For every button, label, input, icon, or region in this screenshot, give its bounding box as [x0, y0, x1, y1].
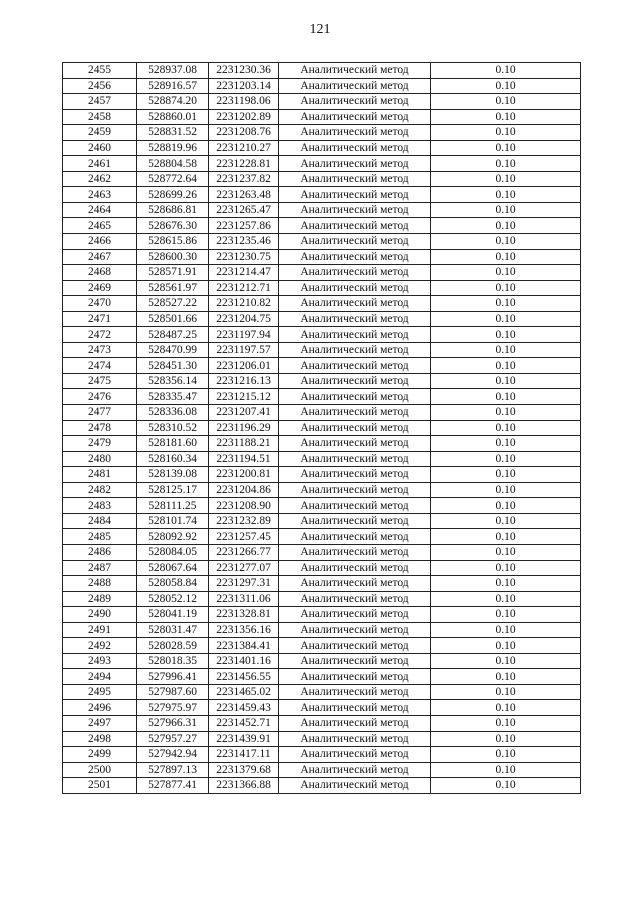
point-number-cell: 2489 — [63, 591, 137, 607]
y-coordinate-cell: 2231297.31 — [209, 576, 279, 592]
x-coordinate-cell: 528028.59 — [137, 638, 209, 654]
table-row — [63, 342, 581, 358]
x-coordinate-cell: 528052.12 — [137, 591, 209, 607]
point-number-cell: 2492 — [63, 638, 137, 654]
x-coordinate-cell: 527996.41 — [137, 669, 209, 685]
point-number-cell: 2498 — [63, 731, 137, 747]
y-coordinate-cell: 2231196.29 — [209, 420, 279, 436]
error-cell: 0.10 — [431, 420, 581, 436]
coordinates-table-body — [63, 63, 581, 794]
error-cell: 0.10 — [431, 451, 581, 467]
y-coordinate-cell: 2231204.75 — [209, 311, 279, 327]
table-row — [63, 327, 581, 343]
table-row — [63, 218, 581, 234]
point-number-cell: 2499 — [63, 747, 137, 763]
error-cell: 0.10 — [431, 187, 581, 203]
method-cell: Аналитический метод — [279, 700, 431, 716]
error-cell: 0.10 — [431, 342, 581, 358]
point-number-cell: 2477 — [63, 405, 137, 421]
y-coordinate-cell: 2231216.13 — [209, 373, 279, 389]
x-coordinate-cell: 528031.47 — [137, 622, 209, 638]
table-row — [63, 467, 581, 483]
y-coordinate-cell: 2231456.55 — [209, 669, 279, 685]
y-coordinate-cell: 2231277.07 — [209, 560, 279, 576]
method-cell: Аналитический метод — [279, 482, 431, 498]
y-coordinate-cell: 2231210.27 — [209, 140, 279, 156]
error-cell: 0.10 — [431, 436, 581, 452]
x-coordinate-cell: 528084.05 — [137, 544, 209, 560]
error-cell: 0.10 — [431, 778, 581, 794]
table-row — [63, 607, 581, 623]
error-cell: 0.10 — [431, 327, 581, 343]
y-coordinate-cell: 2231188.21 — [209, 436, 279, 452]
method-cell: Аналитический метод — [279, 140, 431, 156]
x-coordinate-cell: 528067.64 — [137, 560, 209, 576]
point-number-cell: 2462 — [63, 171, 137, 187]
table-row — [63, 560, 581, 576]
x-coordinate-cell: 528125.17 — [137, 482, 209, 498]
point-number-cell: 2483 — [63, 498, 137, 514]
y-coordinate-cell: 2231379.68 — [209, 762, 279, 778]
table-row — [63, 778, 581, 794]
point-number-cell: 2496 — [63, 700, 137, 716]
table-row — [63, 684, 581, 700]
error-cell: 0.10 — [431, 249, 581, 265]
point-number-cell: 2497 — [63, 715, 137, 731]
x-coordinate-cell: 528101.74 — [137, 513, 209, 529]
point-number-cell: 2487 — [63, 560, 137, 576]
table-row — [63, 653, 581, 669]
error-cell: 0.10 — [431, 762, 581, 778]
x-coordinate-cell: 528501.66 — [137, 311, 209, 327]
x-coordinate-cell: 528058.84 — [137, 576, 209, 592]
point-number-cell: 2472 — [63, 327, 137, 343]
y-coordinate-cell: 2231206.01 — [209, 358, 279, 374]
error-cell: 0.10 — [431, 591, 581, 607]
table-row — [63, 529, 581, 545]
y-coordinate-cell: 2231356.16 — [209, 622, 279, 638]
table-row — [63, 622, 581, 638]
x-coordinate-cell: 527877.41 — [137, 778, 209, 794]
table-row — [63, 140, 581, 156]
error-cell: 0.10 — [431, 156, 581, 172]
x-coordinate-cell: 528111.25 — [137, 498, 209, 514]
error-cell: 0.10 — [431, 622, 581, 638]
error-cell: 0.10 — [431, 560, 581, 576]
table-row — [63, 544, 581, 560]
method-cell: Аналитический метод — [279, 715, 431, 731]
table-row — [63, 591, 581, 607]
x-coordinate-cell: 528041.19 — [137, 607, 209, 623]
method-cell: Аналитический метод — [279, 327, 431, 343]
error-cell: 0.10 — [431, 265, 581, 281]
table-row — [63, 715, 581, 731]
table-row — [63, 280, 581, 296]
y-coordinate-cell: 2231202.89 — [209, 109, 279, 125]
table-row — [63, 669, 581, 685]
y-coordinate-cell: 2231237.82 — [209, 171, 279, 187]
table-row — [63, 731, 581, 747]
table-row — [63, 109, 581, 125]
x-coordinate-cell: 527975.97 — [137, 700, 209, 716]
point-number-cell: 2500 — [63, 762, 137, 778]
table-row — [63, 513, 581, 529]
table-row — [63, 125, 581, 141]
x-coordinate-cell: 528916.57 — [137, 78, 209, 94]
table-row — [63, 762, 581, 778]
x-coordinate-cell: 528470.99 — [137, 342, 209, 358]
y-coordinate-cell: 2231439.91 — [209, 731, 279, 747]
point-number-cell: 2464 — [63, 202, 137, 218]
method-cell: Аналитический метод — [279, 249, 431, 265]
point-number-cell: 2460 — [63, 140, 137, 156]
x-coordinate-cell: 528600.30 — [137, 249, 209, 265]
error-cell: 0.10 — [431, 218, 581, 234]
coordinates-table — [62, 62, 581, 794]
method-cell: Аналитический метод — [279, 311, 431, 327]
error-cell: 0.10 — [431, 78, 581, 94]
point-number-cell: 2488 — [63, 576, 137, 592]
y-coordinate-cell: 2231230.75 — [209, 249, 279, 265]
x-coordinate-cell: 528335.47 — [137, 389, 209, 405]
x-coordinate-cell: 528356.14 — [137, 373, 209, 389]
y-coordinate-cell: 2231210.82 — [209, 296, 279, 312]
error-cell: 0.10 — [431, 296, 581, 312]
method-cell: Аналитический метод — [279, 498, 431, 514]
point-number-cell: 2484 — [63, 513, 137, 529]
x-coordinate-cell: 528804.58 — [137, 156, 209, 172]
error-cell: 0.10 — [431, 358, 581, 374]
method-cell: Аналитический метод — [279, 467, 431, 483]
method-cell: Аналитический метод — [279, 280, 431, 296]
point-number-cell: 2474 — [63, 358, 137, 374]
x-coordinate-cell: 528561.97 — [137, 280, 209, 296]
method-cell: Аналитический метод — [279, 560, 431, 576]
method-cell: Аналитический метод — [279, 358, 431, 374]
error-cell: 0.10 — [431, 731, 581, 747]
table-row — [63, 747, 581, 763]
y-coordinate-cell: 2231203.14 — [209, 78, 279, 94]
method-cell: Аналитический метод — [279, 684, 431, 700]
y-coordinate-cell: 2231257.86 — [209, 218, 279, 234]
method-cell: Аналитический метод — [279, 156, 431, 172]
table-row — [63, 156, 581, 172]
error-cell: 0.10 — [431, 125, 581, 141]
point-number-cell: 2473 — [63, 342, 137, 358]
error-cell: 0.10 — [431, 63, 581, 79]
point-number-cell: 2470 — [63, 296, 137, 312]
method-cell: Аналитический метод — [279, 451, 431, 467]
y-coordinate-cell: 2231465.02 — [209, 684, 279, 700]
table-row — [63, 249, 581, 265]
point-number-cell: 2485 — [63, 529, 137, 545]
x-coordinate-cell: 528092.92 — [137, 529, 209, 545]
y-coordinate-cell: 2231266.77 — [209, 544, 279, 560]
point-number-cell: 2461 — [63, 156, 137, 172]
y-coordinate-cell: 2231384.41 — [209, 638, 279, 654]
point-number-cell: 2471 — [63, 311, 137, 327]
method-cell: Аналитический метод — [279, 389, 431, 405]
method-cell: Аналитический метод — [279, 373, 431, 389]
table-row — [63, 187, 581, 203]
table-row — [63, 265, 581, 281]
point-number-cell: 2467 — [63, 249, 137, 265]
y-coordinate-cell: 2231235.46 — [209, 234, 279, 250]
error-cell: 0.10 — [431, 653, 581, 669]
method-cell: Аналитический метод — [279, 638, 431, 654]
table-row — [63, 63, 581, 79]
x-coordinate-cell: 528831.52 — [137, 125, 209, 141]
error-cell: 0.10 — [431, 544, 581, 560]
y-coordinate-cell: 2231197.57 — [209, 342, 279, 358]
y-coordinate-cell: 2231214.47 — [209, 265, 279, 281]
table-row — [63, 389, 581, 405]
point-number-cell: 2455 — [63, 63, 137, 79]
error-cell: 0.10 — [431, 482, 581, 498]
x-coordinate-cell: 527966.31 — [137, 715, 209, 731]
error-cell: 0.10 — [431, 202, 581, 218]
point-number-cell: 2481 — [63, 467, 137, 483]
error-cell: 0.10 — [431, 638, 581, 654]
x-coordinate-cell: 528310.52 — [137, 420, 209, 436]
point-number-cell: 2478 — [63, 420, 137, 436]
x-coordinate-cell: 528139.08 — [137, 467, 209, 483]
x-coordinate-cell: 528018.35 — [137, 653, 209, 669]
table-row — [63, 94, 581, 110]
error-cell: 0.10 — [431, 607, 581, 623]
point-number-cell: 2486 — [63, 544, 137, 560]
y-coordinate-cell: 2231459.43 — [209, 700, 279, 716]
method-cell: Аналитический метод — [279, 622, 431, 638]
method-cell: Аналитический метод — [279, 234, 431, 250]
point-number-cell: 2468 — [63, 265, 137, 281]
method-cell: Аналитический метод — [279, 747, 431, 763]
table-row — [63, 482, 581, 498]
y-coordinate-cell: 2231207.41 — [209, 405, 279, 421]
table-row — [63, 358, 581, 374]
y-coordinate-cell: 2231311.06 — [209, 591, 279, 607]
method-cell: Аналитический метод — [279, 436, 431, 452]
point-number-cell: 2465 — [63, 218, 137, 234]
error-cell: 0.10 — [431, 140, 581, 156]
error-cell: 0.10 — [431, 715, 581, 731]
method-cell: Аналитический метод — [279, 607, 431, 623]
table-row — [63, 78, 581, 94]
y-coordinate-cell: 2231328.81 — [209, 607, 279, 623]
x-coordinate-cell: 527957.27 — [137, 731, 209, 747]
point-number-cell: 2457 — [63, 94, 137, 110]
table-row — [63, 311, 581, 327]
method-cell: Аналитический метод — [279, 171, 431, 187]
x-coordinate-cell: 527942.94 — [137, 747, 209, 763]
x-coordinate-cell: 528527.22 — [137, 296, 209, 312]
method-cell: Аналитический метод — [279, 529, 431, 545]
method-cell: Аналитический метод — [279, 778, 431, 794]
table-row — [63, 202, 581, 218]
point-number-cell: 2482 — [63, 482, 137, 498]
method-cell: Аналитический метод — [279, 405, 431, 421]
error-cell: 0.10 — [431, 405, 581, 421]
y-coordinate-cell: 2231198.06 — [209, 94, 279, 110]
error-cell: 0.10 — [431, 576, 581, 592]
y-coordinate-cell: 2231204.86 — [209, 482, 279, 498]
table-row — [63, 405, 581, 421]
point-number-cell: 2475 — [63, 373, 137, 389]
error-cell: 0.10 — [431, 389, 581, 405]
error-cell: 0.10 — [431, 669, 581, 685]
x-coordinate-cell: 528336.08 — [137, 405, 209, 421]
x-coordinate-cell: 528860.01 — [137, 109, 209, 125]
y-coordinate-cell: 2231200.81 — [209, 467, 279, 483]
method-cell: Аналитический метод — [279, 296, 431, 312]
point-number-cell: 2463 — [63, 187, 137, 203]
x-coordinate-cell: 527897.13 — [137, 762, 209, 778]
error-cell: 0.10 — [431, 311, 581, 327]
method-cell: Аналитический метод — [279, 420, 431, 436]
table-row — [63, 700, 581, 716]
y-coordinate-cell: 2231232.89 — [209, 513, 279, 529]
y-coordinate-cell: 2231265.47 — [209, 202, 279, 218]
method-cell: Аналитический метод — [279, 591, 431, 607]
point-number-cell: 2491 — [63, 622, 137, 638]
point-number-cell: 2501 — [63, 778, 137, 794]
y-coordinate-cell: 2231228.81 — [209, 156, 279, 172]
table-row — [63, 420, 581, 436]
table-row — [63, 498, 581, 514]
y-coordinate-cell: 2231417.11 — [209, 747, 279, 763]
point-number-cell: 2476 — [63, 389, 137, 405]
error-cell: 0.10 — [431, 109, 581, 125]
table-row — [63, 234, 581, 250]
point-number-cell: 2458 — [63, 109, 137, 125]
method-cell: Аналитический метод — [279, 218, 431, 234]
point-number-cell: 2479 — [63, 436, 137, 452]
table-row — [63, 451, 581, 467]
method-cell: Аналитический метод — [279, 109, 431, 125]
method-cell: Аналитический метод — [279, 669, 431, 685]
method-cell: Аналитический метод — [279, 202, 431, 218]
y-coordinate-cell: 2231208.76 — [209, 125, 279, 141]
x-coordinate-cell: 528819.96 — [137, 140, 209, 156]
point-number-cell: 2495 — [63, 684, 137, 700]
x-coordinate-cell: 528160.34 — [137, 451, 209, 467]
error-cell: 0.10 — [431, 171, 581, 187]
x-coordinate-cell: 528686.81 — [137, 202, 209, 218]
table-row — [63, 576, 581, 592]
table-row — [63, 373, 581, 389]
x-coordinate-cell: 528451.30 — [137, 358, 209, 374]
method-cell: Аналитический метод — [279, 731, 431, 747]
x-coordinate-cell: 527987.60 — [137, 684, 209, 700]
method-cell: Аналитический метод — [279, 187, 431, 203]
method-cell: Аналитический метод — [279, 762, 431, 778]
y-coordinate-cell: 2231366.88 — [209, 778, 279, 794]
method-cell: Аналитический метод — [279, 653, 431, 669]
error-cell: 0.10 — [431, 684, 581, 700]
point-number-cell: 2494 — [63, 669, 137, 685]
x-coordinate-cell: 528699.26 — [137, 187, 209, 203]
point-number-cell: 2469 — [63, 280, 137, 296]
y-coordinate-cell: 2231194.51 — [209, 451, 279, 467]
method-cell: Аналитический метод — [279, 63, 431, 79]
y-coordinate-cell: 2231401.16 — [209, 653, 279, 669]
error-cell: 0.10 — [431, 94, 581, 110]
y-coordinate-cell: 2231230.36 — [209, 63, 279, 79]
error-cell: 0.10 — [431, 513, 581, 529]
point-number-cell: 2490 — [63, 607, 137, 623]
error-cell: 0.10 — [431, 498, 581, 514]
method-cell: Аналитический метод — [279, 94, 431, 110]
point-number-cell: 2459 — [63, 125, 137, 141]
x-coordinate-cell: 528181.60 — [137, 436, 209, 452]
error-cell: 0.10 — [431, 529, 581, 545]
method-cell: Аналитический метод — [279, 342, 431, 358]
error-cell: 0.10 — [431, 234, 581, 250]
x-coordinate-cell: 528487.25 — [137, 327, 209, 343]
method-cell: Аналитический метод — [279, 125, 431, 141]
y-coordinate-cell: 2231452.71 — [209, 715, 279, 731]
x-coordinate-cell: 528571.91 — [137, 265, 209, 281]
table-row — [63, 436, 581, 452]
table-row — [63, 296, 581, 312]
y-coordinate-cell: 2231215.12 — [209, 389, 279, 405]
point-number-cell: 2466 — [63, 234, 137, 250]
error-cell: 0.10 — [431, 700, 581, 716]
x-coordinate-cell: 528676.30 — [137, 218, 209, 234]
y-coordinate-cell: 2231197.94 — [209, 327, 279, 343]
method-cell: Аналитический метод — [279, 576, 431, 592]
point-number-cell: 2456 — [63, 78, 137, 94]
y-coordinate-cell: 2231212.71 — [209, 280, 279, 296]
y-coordinate-cell: 2231208.90 — [209, 498, 279, 514]
method-cell: Аналитический метод — [279, 265, 431, 281]
table-row — [63, 171, 581, 187]
table-row — [63, 638, 581, 654]
x-coordinate-cell: 528772.64 — [137, 171, 209, 187]
y-coordinate-cell: 2231263.48 — [209, 187, 279, 203]
method-cell: Аналитический метод — [279, 78, 431, 94]
y-coordinate-cell: 2231257.45 — [209, 529, 279, 545]
x-coordinate-cell: 528874.20 — [137, 94, 209, 110]
x-coordinate-cell: 528615.86 — [137, 234, 209, 250]
error-cell: 0.10 — [431, 467, 581, 483]
point-number-cell: 2480 — [63, 451, 137, 467]
method-cell: Аналитический метод — [279, 513, 431, 529]
error-cell: 0.10 — [431, 373, 581, 389]
error-cell: 0.10 — [431, 280, 581, 296]
error-cell: 0.10 — [431, 747, 581, 763]
page-number: 121 — [309, 22, 331, 37]
point-number-cell: 2493 — [63, 653, 137, 669]
x-coordinate-cell: 528937.08 — [137, 63, 209, 79]
method-cell: Аналитический метод — [279, 544, 431, 560]
